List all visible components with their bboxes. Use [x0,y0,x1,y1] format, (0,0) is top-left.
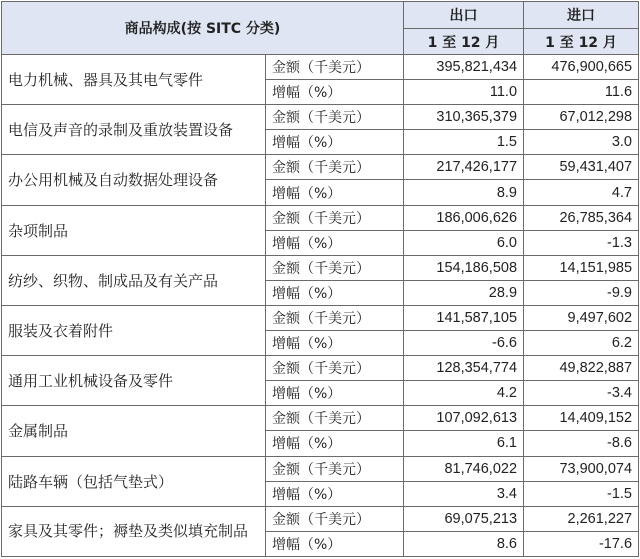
header-export: 出口 [404,2,524,29]
category-cell: 纺纱、织物、制成品及有关产品 [2,255,266,305]
export-growth-cell: 28.9 [404,280,524,305]
export-growth-cell: 11.0 [404,80,524,105]
metric-growth-label: 增幅（%） [266,381,404,406]
metric-growth-label: 增幅（%） [266,130,404,155]
metric-amount-label: 金额（千美元） [266,155,404,180]
export-growth-cell: 1.5 [404,130,524,155]
import-amount-cell: 2,261,227 [524,506,639,531]
import-amount-cell: 476,900,665 [524,55,639,80]
export-growth-cell: 4.2 [404,381,524,406]
table-row [2,456,639,481]
metric-amount-label: 金额（千美元） [266,105,404,130]
export-growth-cell: 3.4 [404,481,524,506]
import-amount-cell: 26,785,364 [524,205,639,230]
import-growth-cell: -3.4 [524,381,639,406]
export-growth-cell: 6.0 [404,230,524,255]
import-growth-cell: -1.3 [524,230,639,255]
export-amount-cell: 186,006,626 [404,205,524,230]
import-growth-cell: -8.6 [524,431,639,456]
table-row [2,205,639,230]
import-amount-cell: 9,497,602 [524,305,639,330]
category-cell: 杂项制品 [2,205,266,255]
table-row [2,356,639,381]
metric-amount-label: 金额（千美元） [266,456,404,481]
import-growth-cell: -9.9 [524,280,639,305]
import-amount-cell: 49,822,887 [524,356,639,381]
table-row [2,155,639,180]
export-growth-cell: 6.1 [404,431,524,456]
header-period-import: 1 至 12 月 [524,29,639,55]
metric-growth-label: 增幅（%） [266,180,404,205]
category-cell: 通用工业机械设备及零件 [2,356,266,406]
metric-growth-label: 增幅（%） [266,481,404,506]
header-import: 进口 [524,2,639,29]
metric-amount-label: 金额（千美元） [266,255,404,280]
category-cell: 办公用机械及自动数据处理设备 [2,155,266,205]
import-amount-cell: 14,409,152 [524,406,639,431]
import-growth-cell: 11.6 [524,80,639,105]
metric-growth-label: 增幅（%） [266,331,404,356]
import-growth-cell: 6.2 [524,331,639,356]
export-amount-cell: 128,354,774 [404,356,524,381]
category-cell: 服装及衣着附件 [2,305,266,355]
category-cell: 金属制品 [2,406,266,456]
metric-amount-label: 金额（千美元） [266,205,404,230]
export-amount-cell: 69,075,213 [404,506,524,531]
table-row [2,506,639,531]
metric-amount-label: 金额（千美元） [266,305,404,330]
metric-growth-label: 增幅（%） [266,230,404,255]
import-growth-cell: -1.5 [524,481,639,506]
table-row [2,305,639,330]
export-amount-cell: 395,821,434 [404,55,524,80]
metric-amount-label: 金额（千美元） [266,356,404,381]
metric-amount-label: 金额（千美元） [266,55,404,80]
export-amount-cell: 154,186,508 [404,255,524,280]
header-period-export: 1 至 12 月 [404,29,524,55]
metric-growth-label: 增幅（%） [266,80,404,105]
import-growth-cell: 4.7 [524,180,639,205]
category-cell: 电信及声音的录制及重放装置设备 [2,105,266,155]
export-amount-cell: 217,426,177 [404,155,524,180]
import-growth-cell: 3.0 [524,130,639,155]
category-cell: 电力机械、器具及其电气零件 [2,55,266,105]
export-growth-cell: 8.6 [404,531,524,556]
table-row [2,406,639,431]
metric-amount-label: 金额（千美元） [266,406,404,431]
export-growth-cell: 8.9 [404,180,524,205]
import-amount-cell: 59,431,407 [524,155,639,180]
import-amount-cell: 67,012,298 [524,105,639,130]
export-growth-cell: -6.6 [404,331,524,356]
category-cell: 家具及其零件；褥垫及类似填充制品 [2,506,266,556]
export-amount-cell: 107,092,613 [404,406,524,431]
import-amount-cell: 14,151,985 [524,255,639,280]
header-category: 商品构成(按 SITC 分类) [2,2,404,55]
table-row [2,55,639,80]
export-amount-cell: 81,746,022 [404,456,524,481]
metric-growth-label: 增幅（%） [266,431,404,456]
category-cell: 陆路车辆（包括气垫式） [2,456,266,506]
table-row [2,105,639,130]
table-row [2,255,639,280]
metric-amount-label: 金额（千美元） [266,506,404,531]
metric-growth-label: 增幅（%） [266,531,404,556]
metric-growth-label: 增幅（%） [266,280,404,305]
table-body [2,55,639,557]
import-amount-cell: 73,900,074 [524,456,639,481]
sitc-trade-table [1,1,639,557]
export-amount-cell: 141,587,105 [404,305,524,330]
export-amount-cell: 310,365,379 [404,105,524,130]
import-growth-cell: -17.6 [524,531,639,556]
